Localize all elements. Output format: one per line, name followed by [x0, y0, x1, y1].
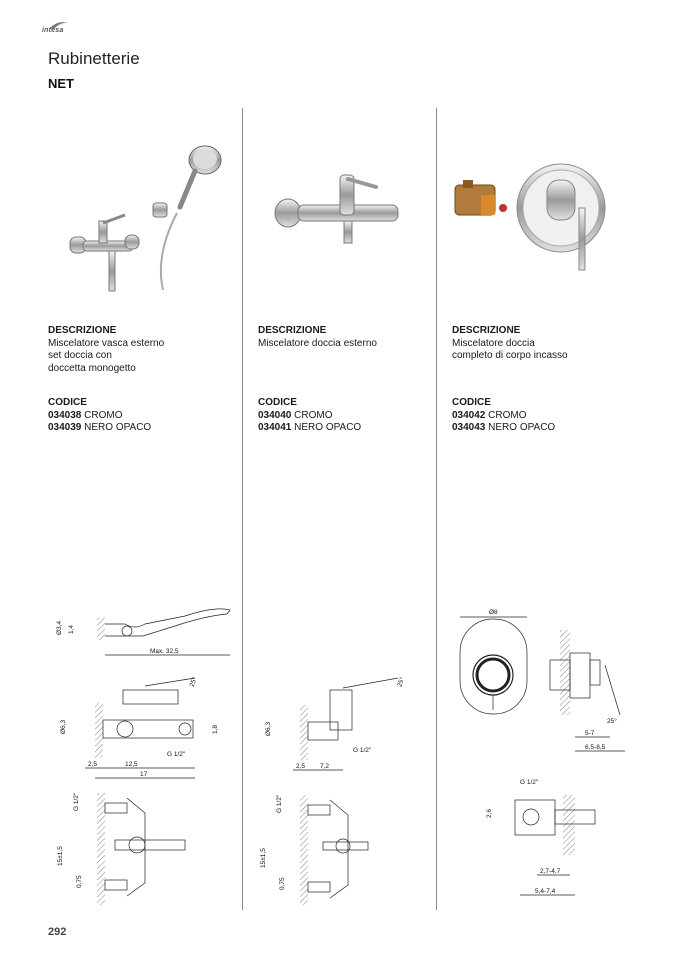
- description-label: DESCRIZIONE: [48, 325, 117, 336]
- description-line: Miscelatore doccia: [452, 337, 535, 349]
- description-line: set doccia con: [48, 350, 112, 361]
- dim-label: 25°: [607, 718, 617, 725]
- dim-label: 0,75: [279, 877, 286, 890]
- finish: NERO OPACO: [84, 422, 152, 433]
- product-code-row: [48, 410, 238, 423]
- product-code: 034042: [452, 409, 486, 421]
- dim-label: Max. 32,5: [150, 648, 179, 655]
- product-code-row: [258, 410, 448, 423]
- dim-label: 2,5: [296, 763, 306, 770]
- product-code-row: [452, 422, 642, 435]
- dim-label: 2,6: [486, 808, 493, 818]
- finish: CROMO: [294, 409, 333, 421]
- logo-text: intesa: [42, 27, 64, 34]
- dim-label: 7,2: [320, 763, 330, 770]
- product-column-1: [48, 325, 238, 435]
- dim-label: G 1/2": [167, 751, 186, 758]
- dim-label: G 1/2": [73, 792, 80, 811]
- page-title: Rubinetterie: [48, 49, 140, 68]
- product-code-row: [258, 422, 448, 435]
- column-divider: [436, 108, 437, 910]
- dim-label: Ø8: [489, 609, 498, 616]
- description-line: Miscelatore doccia esterno: [258, 337, 377, 349]
- description-line: Miscelatore vasca esterno: [48, 337, 165, 349]
- dim-label: G 1/2": [276, 794, 283, 813]
- product-code: 034043: [452, 422, 486, 433]
- product-code: 034041: [258, 422, 292, 433]
- series-name: NET: [48, 76, 74, 91]
- codes-label: CODICE: [452, 397, 491, 408]
- finish: NERO OPACO: [488, 422, 556, 433]
- dim-label: 17: [140, 771, 148, 778]
- dim-label: 25°: [396, 676, 407, 688]
- dim-label: 0,75: [76, 875, 83, 888]
- product-photo-shower-mixer: [268, 165, 408, 250]
- dim-label: G 1/2": [520, 779, 539, 786]
- product-photo-concealed-mixer: [445, 150, 620, 275]
- codes-label: CODICE: [48, 397, 87, 408]
- dim-label: 12,5: [125, 761, 138, 768]
- product-code: 034038: [48, 409, 82, 421]
- product-photo-bath-set: [55, 135, 235, 300]
- finish: NERO OPACO: [294, 422, 362, 433]
- dim-label: 5-7: [585, 730, 595, 737]
- finish: CROMO: [488, 409, 527, 421]
- dim-label: G 1/2": [353, 747, 372, 754]
- dim-label: 6,5-8,5: [585, 744, 606, 751]
- codes-label: CODICE: [258, 397, 297, 408]
- product-column-3: [452, 325, 642, 435]
- product-code: 034040: [258, 409, 292, 421]
- product-code-row: [48, 422, 238, 435]
- dim-label: 25°: [188, 676, 199, 688]
- dim-label: 15±1,5: [57, 846, 64, 866]
- dim-label: 5,4-7,4: [535, 888, 556, 895]
- dim-label: 2,5: [88, 761, 98, 768]
- dim-label: 2,7-4,7: [540, 868, 561, 875]
- brand-logo: [40, 18, 80, 38]
- dim-label: 1,8: [212, 724, 219, 734]
- dim-label: Ø6,3: [265, 721, 272, 736]
- description-label: DESCRIZIONE: [258, 325, 327, 336]
- product-column-2: [258, 325, 448, 435]
- description-label: DESCRIZIONE: [452, 325, 521, 336]
- page-number: 292: [48, 926, 67, 938]
- dim-label: 1,4: [68, 624, 75, 634]
- finish: CROMO: [84, 409, 123, 421]
- description-line: doccetta monogetto: [48, 362, 136, 374]
- technical-drawing-shower-mixer: [248, 660, 418, 910]
- dim-label: Ø6,3: [60, 719, 67, 734]
- dim-label: Ø3,4: [56, 620, 63, 635]
- description-line: completo di corpo incasso: [452, 350, 568, 361]
- column-divider: [242, 108, 243, 910]
- technical-drawing-concealed-mixer: [445, 605, 635, 905]
- dim-label: 15±1,5: [260, 848, 267, 868]
- product-code: 034039: [48, 422, 82, 433]
- technical-drawing-bath-set: [45, 598, 240, 910]
- product-code-row: [452, 410, 642, 423]
